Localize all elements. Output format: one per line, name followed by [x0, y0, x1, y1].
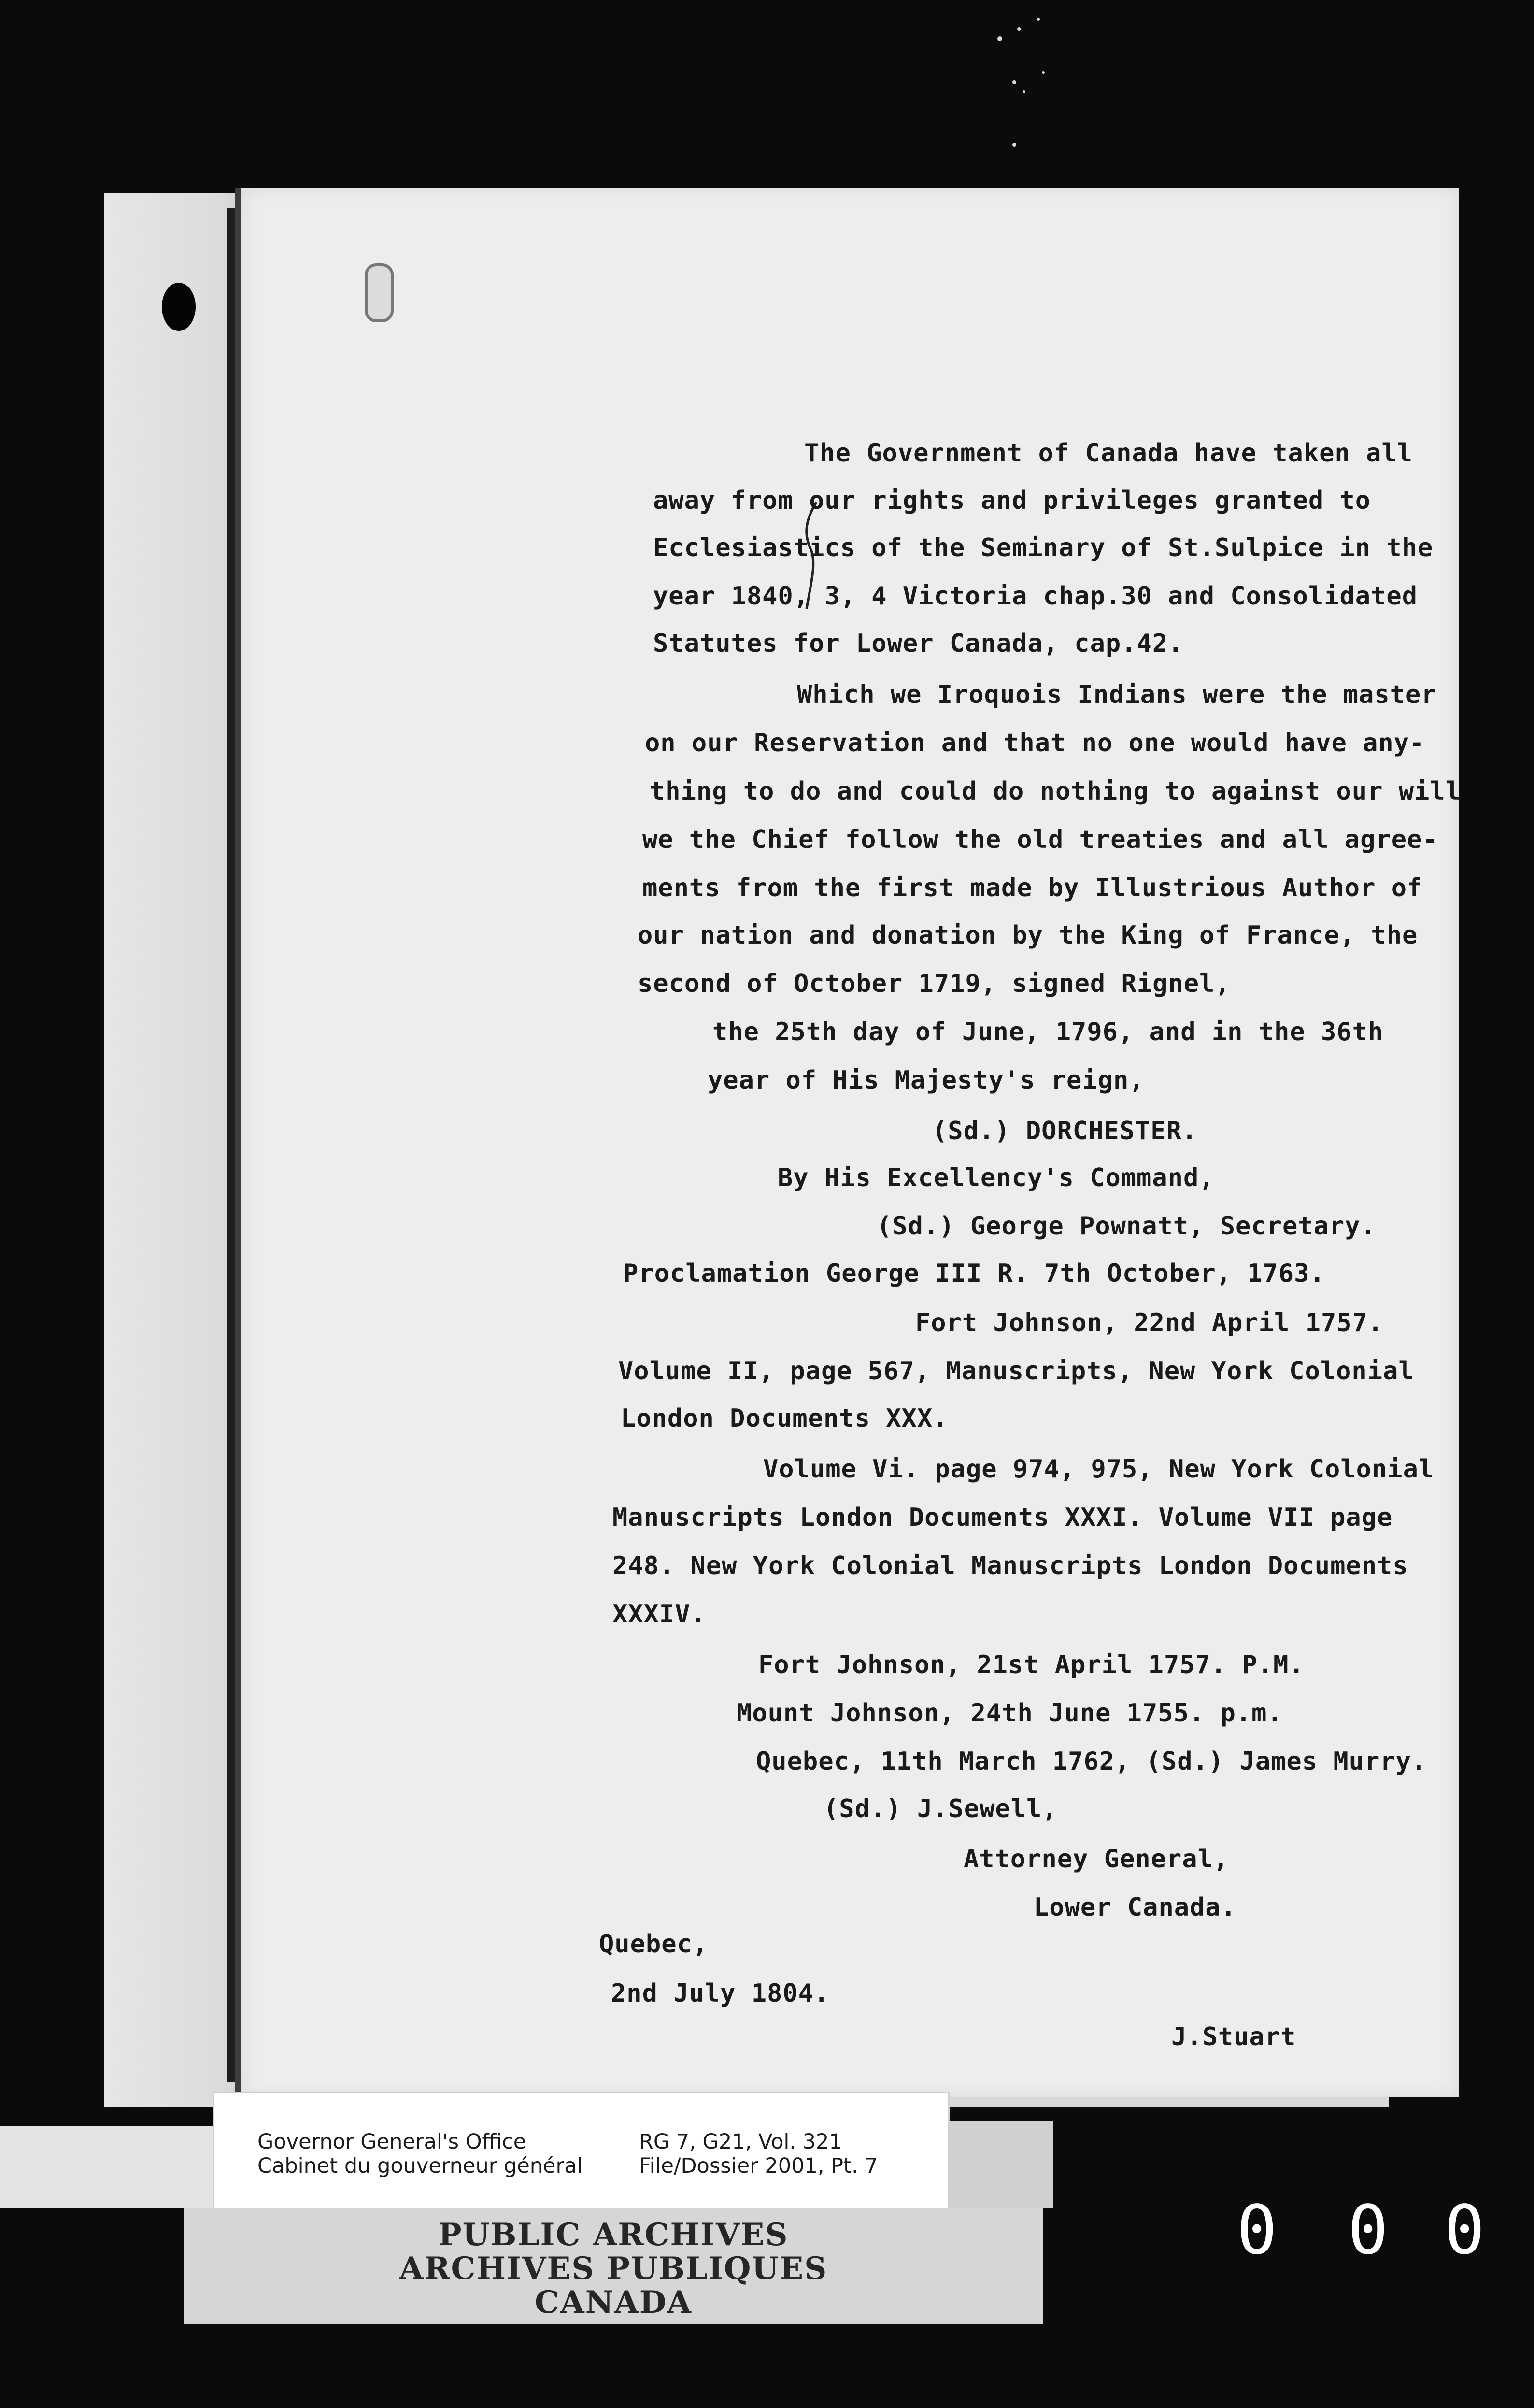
office-name-fr: Cabinet du gouverneur général: [257, 2154, 583, 2178]
text-line: away from our rights and privileges granted to: [653, 486, 1371, 515]
archive-reference: RG 7, G21, Vol. 321: [639, 2130, 842, 2154]
text-line: Volume II, page 567, Manuscripts, New York Colonial: [618, 1357, 1414, 1386]
text-line: The Government of Canada have taken all: [804, 439, 1413, 468]
archives-stamp: [184, 2208, 1043, 2324]
text-line: Attorney General,: [964, 1845, 1229, 1874]
stamp-line-2: ARCHIVES PUBLIQUES: [399, 2250, 828, 2287]
punch-hole: [162, 283, 196, 331]
text-line: year of His Majesty's reign,: [708, 1066, 1145, 1095]
film-margin-right: [947, 2121, 1053, 2208]
text-line: Which we Iroquois Indians were the master: [797, 680, 1437, 709]
text-line: Lower Canada.: [1034, 1893, 1236, 1922]
archive-file: File/Dossier 2001, Pt. 7: [639, 2154, 878, 2178]
film-specks: [985, 10, 1111, 155]
signature-line: J.Stuart: [1171, 2022, 1296, 2051]
text-line: the 25th day of June, 1796, and in the 36th: [712, 1018, 1384, 1046]
text-line: XXXIV.: [612, 1600, 706, 1629]
stamp-line-1: PUBLIC ARCHIVES: [438, 2217, 789, 2253]
frame-digit: 0: [1444, 2191, 1485, 2270]
text-line: Quebec, 11th March 1762, (Sd.) James Murry.: [756, 1747, 1427, 1776]
text-line: Statutes for Lower Canada, cap.42.: [653, 629, 1184, 658]
text-line: thing to do and could do nothing to against our will: [650, 777, 1461, 806]
text-line: our nation and donation by the King of France, the: [638, 921, 1418, 950]
text-line: Ecclesiastics of the Seminary of St.Sulpice in the: [653, 533, 1434, 562]
text-line: London Documents XXX.: [621, 1404, 949, 1433]
text-line: (Sd.) DORCHESTER.: [932, 1117, 1198, 1146]
text-line: Fort Johnson, 22nd April 1757.: [915, 1308, 1384, 1337]
archive-label: [213, 2092, 950, 2211]
stamp-line-3: CANADA: [535, 2284, 692, 2321]
text-line: Proclamation George III R. 7th October, 1763.: [623, 1259, 1325, 1288]
text-line: 248. New York Colonial Manuscripts London Documents: [612, 1551, 1408, 1580]
paper-clip-icon: [365, 263, 394, 322]
text-line: Mount Johnson, 24th June 1755. p.m.: [737, 1699, 1283, 1728]
frame-digit: 0: [1236, 2191, 1278, 2270]
film-margin-left: [0, 2126, 213, 2208]
text-line: Volume Vi. page 974, 975, New York Colonial: [763, 1455, 1435, 1484]
office-name-en: Governor General's Office: [257, 2130, 526, 2154]
text-line: (Sd.) J.Sewell,: [824, 1794, 1058, 1823]
text-line: second of October 1719, signed Rignel,: [638, 969, 1231, 998]
text-line: Quebec,: [599, 1930, 709, 1959]
text-line: Fort Johnson, 21st April 1757. P.M.: [758, 1650, 1305, 1679]
text-line: By His Excellency's Command,: [778, 1163, 1215, 1192]
text-line: year 1840, 3, 4 Victoria chap.30 and Consolidated: [653, 582, 1418, 611]
text-line: ments from the first made by Illustrious Author of: [642, 874, 1423, 903]
frame-counter: [1236, 2191, 1507, 2268]
text-line: 2nd July 1804.: [611, 1979, 830, 2008]
text-line: on our Reservation and that no one would have any-: [645, 729, 1425, 758]
text-line: we the Chief follow the old treaties and all agree-: [642, 825, 1438, 854]
frame-digit: 0: [1348, 2191, 1389, 2270]
text-line: Manuscripts London Documents XXXI. Volume VII page: [612, 1503, 1393, 1532]
text-line: (Sd.) George Pownatt, Secretary.: [877, 1212, 1376, 1241]
